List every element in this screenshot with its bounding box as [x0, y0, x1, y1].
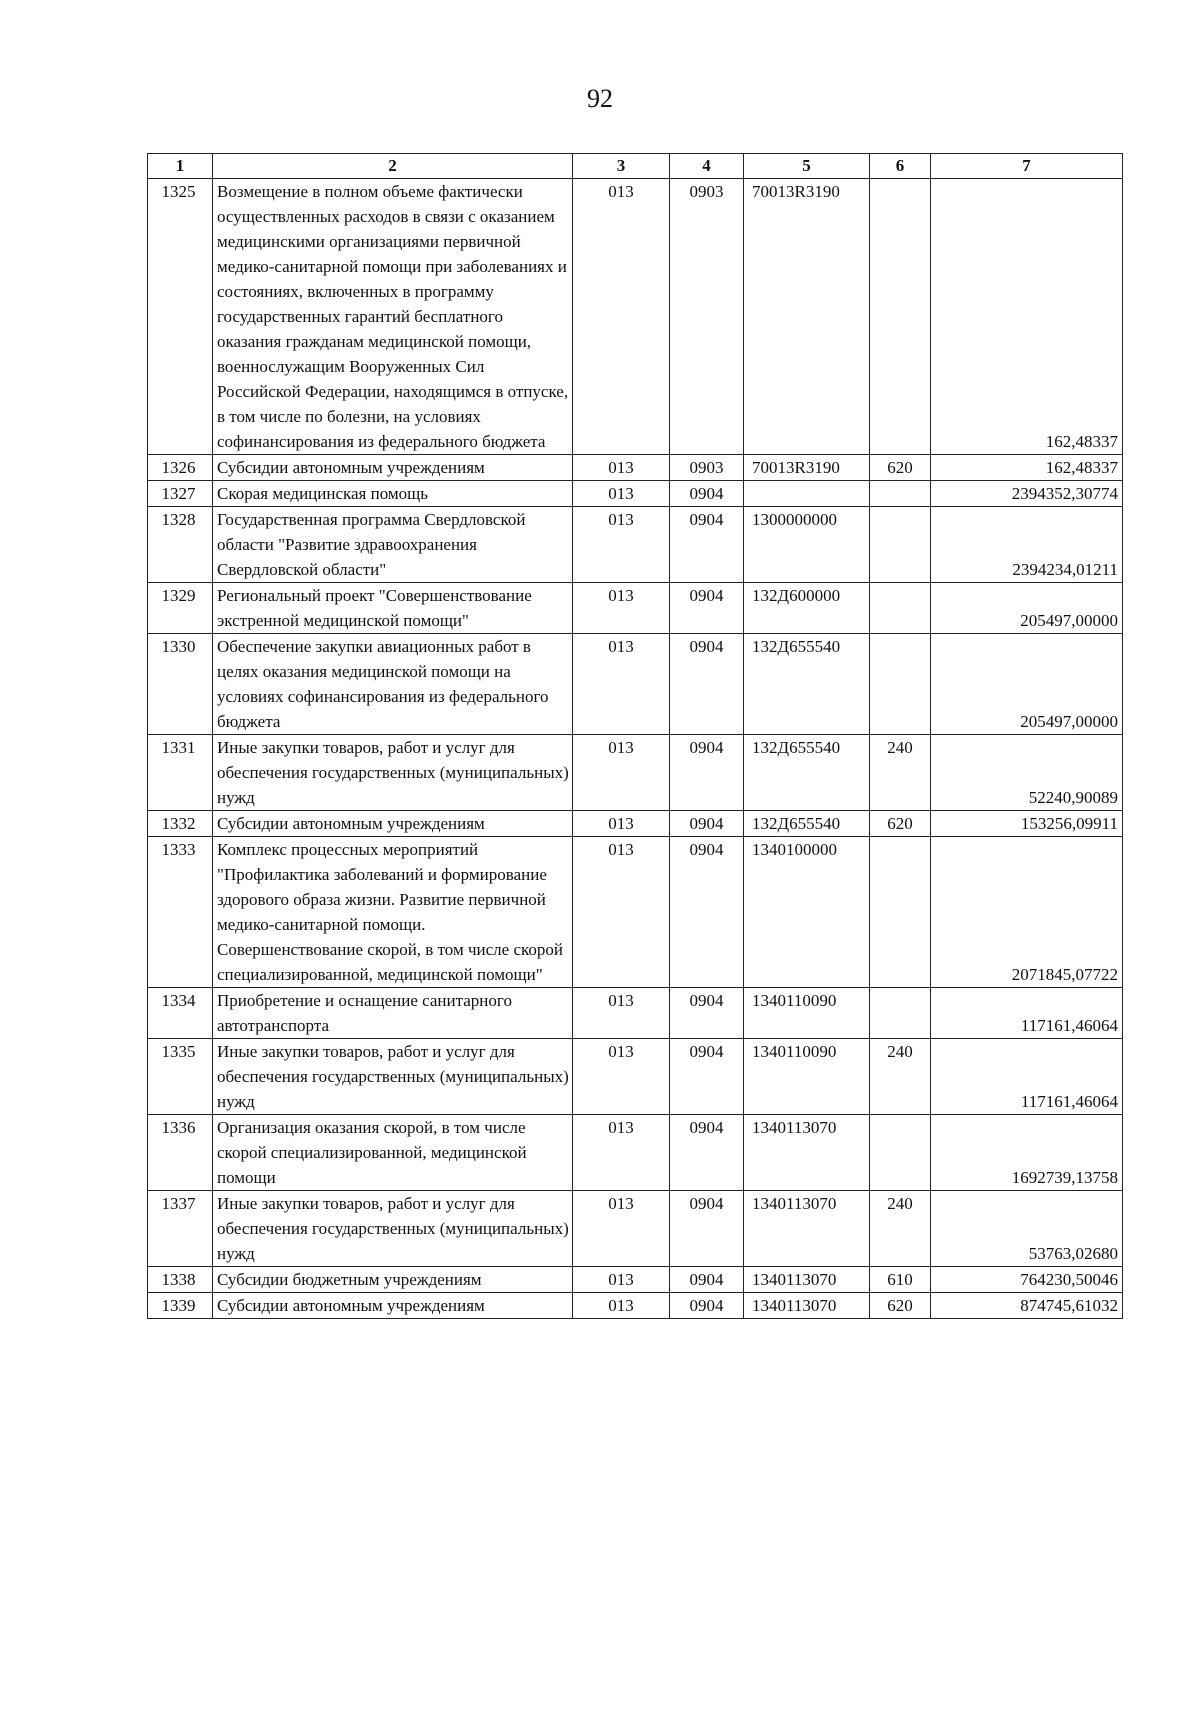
row-col-5: 132Д655540: [744, 735, 870, 811]
row-amount: 205497,00000: [931, 583, 1123, 634]
table-row: [148, 481, 1123, 507]
row-amount: 162,48337: [931, 455, 1123, 481]
row-name: Обеспечение закупки авиационных работ в целях оказания медицинской помощи на условиях софинансирования из федерального бюджета: [213, 634, 573, 735]
row-col-5: 132Д655540: [744, 634, 870, 735]
row-col-6: 240: [870, 735, 931, 811]
row-col-6: 620: [870, 1293, 931, 1319]
row-col-6: [870, 837, 931, 988]
row-col-5: 1340110090: [744, 988, 870, 1039]
table-row: [148, 1115, 1123, 1191]
row-number: 1327: [148, 481, 213, 507]
budget-table-container: [147, 153, 1123, 1319]
row-name: Иные закупки товаров, работ и услуг для обеспечения государственных (муниципальных) нужд: [213, 735, 573, 811]
budget-table: [147, 153, 1123, 1319]
row-amount: 1692739,13758: [931, 1115, 1123, 1191]
row-col-3: 013: [573, 179, 670, 455]
row-col-6: 620: [870, 811, 931, 837]
row-col-3: 013: [573, 1039, 670, 1115]
row-col-4: 0904: [670, 507, 744, 583]
header-col-5: 5: [744, 154, 870, 179]
row-col-3: 013: [573, 1115, 670, 1191]
row-amount: 874745,61032: [931, 1293, 1123, 1319]
row-name: Скорая медицинская помощь: [213, 481, 573, 507]
row-col-3: 013: [573, 1191, 670, 1267]
row-col-5: 1300000000: [744, 507, 870, 583]
table-body: [148, 179, 1123, 1319]
row-col-3: 013: [573, 735, 670, 811]
row-col-5: 70013R3190: [744, 455, 870, 481]
row-col-3: 013: [573, 634, 670, 735]
table-row: [148, 988, 1123, 1039]
row-number: 1331: [148, 735, 213, 811]
row-col-3: 013: [573, 1267, 670, 1293]
row-amount: 117161,46064: [931, 988, 1123, 1039]
page-number: 92: [587, 84, 613, 113]
header-col-7: 7: [931, 154, 1123, 179]
row-col-4: 0904: [670, 1115, 744, 1191]
row-number: 1336: [148, 1115, 213, 1191]
row-amount: 153256,09911: [931, 811, 1123, 837]
row-number: 1330: [148, 634, 213, 735]
row-name: Субсидии автономным учреждениям: [213, 811, 573, 837]
row-col-4: 0904: [670, 735, 744, 811]
row-col-4: 0904: [670, 1293, 744, 1319]
row-col-6: [870, 988, 931, 1039]
row-number: 1326: [148, 455, 213, 481]
row-col-5: 1340113070: [744, 1115, 870, 1191]
row-name: Комплекс процессных мероприятий "Профилактика заболеваний и формирование здорового образа жизни. Развитие первичной медико-санитарной помощи. Совершенствование скорой, в том числе скорой специализированной, медицинской помощи": [213, 837, 573, 988]
row-number: 1329: [148, 583, 213, 634]
row-col-3: 013: [573, 583, 670, 634]
table-row: [148, 507, 1123, 583]
row-col-4: 0904: [670, 481, 744, 507]
row-amount: 162,48337: [931, 179, 1123, 455]
row-col-5: 1340100000: [744, 837, 870, 988]
row-col-3: 013: [573, 837, 670, 988]
row-col-4: 0903: [670, 455, 744, 481]
row-col-3: 013: [573, 481, 670, 507]
table-row: [148, 1191, 1123, 1267]
table-header: [148, 154, 1123, 179]
row-col-4: 0904: [670, 1267, 744, 1293]
header-row: [148, 154, 1123, 179]
row-col-4: 0904: [670, 837, 744, 988]
row-col-6: 240: [870, 1039, 931, 1115]
row-amount: 2394234,01211: [931, 507, 1123, 583]
row-amount: 764230,50046: [931, 1267, 1123, 1293]
row-col-4: 0903: [670, 179, 744, 455]
row-col-3: 013: [573, 455, 670, 481]
table-row: [148, 179, 1123, 455]
row-col-4: 0904: [670, 583, 744, 634]
row-col-5: 132Д600000: [744, 583, 870, 634]
row-col-5: 1340113070: [744, 1293, 870, 1319]
row-col-3: 013: [573, 811, 670, 837]
row-amount: 2394352,30774: [931, 481, 1123, 507]
row-col-4: 0904: [670, 634, 744, 735]
table-row: [148, 811, 1123, 837]
row-number: 1338: [148, 1267, 213, 1293]
row-name: Иные закупки товаров, работ и услуг для обеспечения государственных (муниципальных) нужд: [213, 1191, 573, 1267]
table-row: [148, 634, 1123, 735]
row-col-5: 132Д655540: [744, 811, 870, 837]
row-col-5: 70013R3190: [744, 179, 870, 455]
table-row: [148, 1039, 1123, 1115]
table-row: [148, 1293, 1123, 1319]
row-col-6: 610: [870, 1267, 931, 1293]
row-number: 1335: [148, 1039, 213, 1115]
row-amount: 53763,02680: [931, 1191, 1123, 1267]
row-name: Субсидии автономным учреждениям: [213, 1293, 573, 1319]
row-col-4: 0904: [670, 811, 744, 837]
row-col-6: 240: [870, 1191, 931, 1267]
header-col-2: 2: [213, 154, 573, 179]
row-name: Организация оказания скорой, в том числе скорой специализированной, медицинской помощи: [213, 1115, 573, 1191]
table-row: [148, 837, 1123, 988]
row-col-4: 0904: [670, 1191, 744, 1267]
row-col-6: 620: [870, 455, 931, 481]
row-number: 1333: [148, 837, 213, 988]
row-number: 1334: [148, 988, 213, 1039]
table-row: [148, 735, 1123, 811]
row-col-5: 1340110090: [744, 1039, 870, 1115]
row-name: Субсидии бюджетным учреждениям: [213, 1267, 573, 1293]
row-col-6: [870, 507, 931, 583]
header-col-6: 6: [870, 154, 931, 179]
row-col-3: 013: [573, 507, 670, 583]
row-col-3: 013: [573, 988, 670, 1039]
table-row: [148, 455, 1123, 481]
row-amount: 52240,90089: [931, 735, 1123, 811]
row-col-3: 013: [573, 1293, 670, 1319]
header-col-4: 4: [670, 154, 744, 179]
header-col-3: 3: [573, 154, 670, 179]
row-amount: 2071845,07722: [931, 837, 1123, 988]
row-number: 1328: [148, 507, 213, 583]
row-col-6: [870, 583, 931, 634]
row-name: Иные закупки товаров, работ и услуг для обеспечения государственных (муниципальных) нужд: [213, 1039, 573, 1115]
row-name: Приобретение и оснащение санитарного автотранспорта: [213, 988, 573, 1039]
row-number: 1332: [148, 811, 213, 837]
row-amount: 205497,00000: [931, 634, 1123, 735]
row-number: 1325: [148, 179, 213, 455]
row-col-5: 1340113070: [744, 1191, 870, 1267]
table-row: [148, 583, 1123, 634]
row-col-4: 0904: [670, 988, 744, 1039]
row-col-5: 1340113070: [744, 1267, 870, 1293]
header-col-1: 1: [148, 154, 213, 179]
row-name: Субсидии автономным учреждениям: [213, 455, 573, 481]
row-col-6: [870, 1115, 931, 1191]
row-col-4: 0904: [670, 1039, 744, 1115]
row-number: 1339: [148, 1293, 213, 1319]
row-col-5: [744, 481, 870, 507]
row-amount: 117161,46064: [931, 1039, 1123, 1115]
row-name: Государственная программа Свердловской области "Развитие здравоохранения Свердловской области": [213, 507, 573, 583]
row-name: Возмещение в полном объеме фактически осуществленных расходов в связи с оказанием медицинскими организациями первичной медико-санитарной помощи при заболеваниях и состояниях, включенных в программу государственных гарантий бесплатного оказания гражданам медицинской помощи, военнослужащим Вооруженных Сил Российской Федерации, находящимся в отпуске, в том числе по болезни, на условиях софинансирования из федерального бюджета: [213, 179, 573, 455]
row-name: Региональный проект "Совершенствование экстренной медицинской помощи": [213, 583, 573, 634]
row-col-6: [870, 634, 931, 735]
row-col-6: [870, 481, 931, 507]
table-row: [148, 1267, 1123, 1293]
row-number: 1337: [148, 1191, 213, 1267]
row-col-6: [870, 179, 931, 455]
